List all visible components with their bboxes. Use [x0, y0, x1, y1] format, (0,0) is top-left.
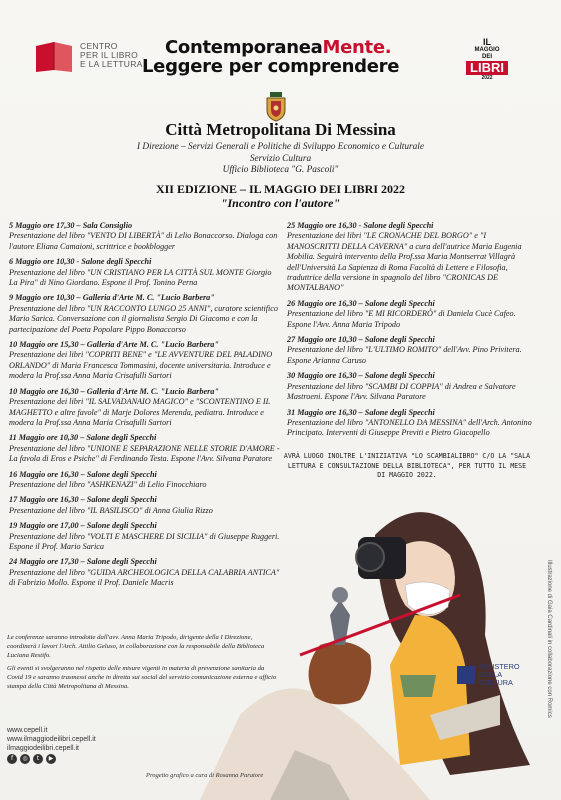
institution-city: Città Metropolitana Di Messina	[165, 120, 396, 139]
ministero-line: CULTURA	[479, 678, 513, 687]
event-when: 17 Maggio ore 16,30 – Salone degli Specchi	[9, 495, 157, 505]
event-desc: Presentazione del libro "UN RACCONTO LUNGO 25 ANNI", curatore scientifico Mario Sarica. Conversazione con il giornalista Sergio Di Giacomo e con la partecipazione del Poeta Popolare Pippo Bonaccorso	[9, 303, 279, 334]
campaign-title-part2: Mente.	[322, 37, 392, 58]
event-desc: Presentazione del libro "VENTO DI LIBERTÀ" di Lelio Bonaccorso. Dialoga con l'autore Eliana Camaioni, scrittrice e bookblogger	[9, 231, 278, 251]
event-desc: Presentazione del libro "SCAMBI DI COPPIA" di Andrea e Salvatore Mastroeni. Espone l'Avv. Silvana Paratore	[287, 381, 516, 402]
event-when: 19 Maggio ore 17,00 – Salone degli Specchi	[9, 521, 157, 531]
mdl-line: MAGGIO	[474, 47, 500, 53]
ministero-text	[479, 663, 520, 687]
event-desc: Presentazione del libro "E MI RICORDERÒ" di Daniela Cucè Cafeo. Espone l'Avv. Anna Maria Tripodo	[287, 309, 516, 329]
mdl-line: IL	[483, 37, 491, 47]
organizers-footnote	[7, 634, 281, 695]
social-icons	[7, 754, 56, 764]
event-desc: Presentazione del libro "L'ULTIMO ROMITO" dell'Avv. Pino Privitera. Espone Arianna Caruso	[287, 345, 522, 365]
event-when: 9 Maggio ore 10,30 – Galleria d'Arte M. C. "Lucio Barbera"	[9, 293, 215, 303]
footnote-paragraph: Le conferenze saranno introdotte dall'avv. Anna Maria Tripodo, dirigente della I Direzione, coordinerà i lavori l'Arch. Attilio Geluso, in collaborazione con la responsabile della Biblioteca Luciana Restifo.	[7, 634, 265, 659]
cepell-line: E LA LETTURA	[80, 59, 143, 69]
graphic-design-credit: Progetto grafico a cura di Rosanna Paratore	[146, 772, 264, 779]
event-item	[287, 299, 539, 330]
messina-crest-icon	[263, 90, 289, 122]
website-link[interactable]: www.cepell.it	[7, 727, 48, 734]
instagram-icon[interactable]: ◎	[20, 754, 30, 764]
cepell-line: CENTRO	[80, 41, 118, 51]
event-desc: Presentazione dei libri "LE CRONACHE DEL BORGO" e "I MANOSCRITTI DELLA CAVERNA" a cura dell'autrice Maria Eugenia Mobilia. Seguirà intervento della Prof.ssa Maria Montserrat Villagrà dell'Università La Sapienza di Roma Facoltà di Lettere e Filosofia, traduttrice della versione in spagnolo del libro "CRONICAS DE MONTALBANO"	[287, 231, 522, 293]
ministero-line: DELLA	[479, 670, 503, 679]
maggio-dei-libri-logo	[462, 37, 512, 81]
event-item	[287, 371, 539, 402]
event-item	[287, 221, 539, 294]
illustration-credit: Illustrazione di Gaia Cardinali in collaborazione con Romics	[546, 560, 552, 718]
event-item	[9, 433, 281, 464]
ministero-cultura-logo	[457, 663, 520, 687]
event-when: 5 Maggio ore 17,30 – Sala Consiglio	[9, 221, 133, 230]
event-when: 25 Maggio ore 16,30 - Salone degli Specchi	[287, 221, 434, 230]
website-link[interactable]: www.ilmaggiodeilibri.cepell.it	[7, 736, 96, 744]
event-when: 10 Maggio ore 16,30 – Galleria d'Arte M. C. "Lucio Barbera"	[9, 386, 219, 396]
twitter-icon[interactable]: t	[33, 754, 43, 764]
dept-line: Servizio Cultura	[249, 153, 312, 164]
event-desc: Presentazione del libro "ANTONELLO DA MESSINA" dell'Arch. Antonino Principato. Interventi di Giuseppe Previti e Pietro Giacopello	[287, 417, 532, 438]
event-item	[287, 335, 539, 366]
edition-subtitle: "Incontro con l'autore"	[220, 196, 341, 210]
dept-line: I Direzione – Servizi Generali e Politiche di Sviluppo Economico e Culturale	[136, 142, 425, 152]
event-item	[9, 257, 281, 288]
ministero-emblem-icon	[457, 666, 475, 684]
event-item	[9, 387, 281, 429]
event-item	[9, 293, 281, 335]
dept-line: Ufficio Biblioteca "G. Pascoli"	[222, 165, 339, 175]
event-desc: Presentazione del libro "ASHKENAZI" di Lelio Finocchiaro	[9, 479, 207, 489]
mdl-line: DEI	[481, 54, 492, 60]
event-desc: Presentazione del libro "IL BASILISCO" di Anna Giulia Rizzo	[9, 505, 213, 515]
event-desc: Presentazione del libro "GUIDA ARCHEOLOGICA DELLA CALABRIA ANTICA" di Fabrizio Mollo. Espone il Prof. Daniele Macris	[9, 567, 280, 588]
footnote-paragraph: Gli eventi si svolgeranno nel rispetto delle misure vigenti in materia di prevenzione sanitaria da Covid 19 e saranno trasmessi anche in diretta sui social del servizio comunicazione esterna e ufficio stampa della Città Metropolitana di Messina.	[7, 664, 277, 690]
event-when: 30 Maggio ore 16,30 – Salone degli Specchi	[287, 371, 435, 381]
reader-illustration	[200, 465, 540, 800]
cepell-line: PER IL LIBRO	[80, 50, 139, 60]
event-when: 24 Maggio ore 17,30 – Salone degli Specchi	[9, 557, 157, 567]
event-when: 26 Maggio ore 16,30 – Salone degli Specchi	[287, 298, 435, 308]
event-when: 11 Maggio ore 10,30 – Salone degli Specchi	[9, 433, 157, 443]
youtube-icon[interactable]: ▶	[46, 754, 56, 764]
event-when: 27 Maggio ore 10,30 – Salone degli Specchi	[287, 335, 435, 345]
campaign-title	[165, 37, 391, 58]
event-item	[9, 221, 281, 252]
cepell-logo	[32, 40, 76, 74]
events-right-column	[287, 221, 539, 444]
scambialibro-notice: AVRÀ LUOGO INOLTRE L'INIZIATIVA "LO SCAMBIALIBRO" C/O LA "SALA LETTURA E CONSULTAZIONE DELLA BIBLIOTECA", PER TUTTO IL MESE DI MAGGIO 2022.	[283, 452, 531, 480]
event-desc: Presentazione del libro "UN CRISTIANO PER LA CITTÀ SUL MONTE Giorgio La Pira" di Nino Giordano. Espone il Prof. Tonino Perna	[9, 267, 272, 288]
campaign-subtitle: Leggere per comprendere	[142, 56, 400, 77]
mdl-line: LIBRI	[466, 61, 508, 75]
event-item	[287, 408, 539, 439]
event-desc: Presentazione dei libri "IL SALVADANAIO MAGICO" e "SCONTENTINO E IL MAGHETTO e altre favole" di Marje Dolores Merenda, pediatra. Introduce e modera la Prof.ssa Anna Maria Crisafulli Sartori	[9, 397, 271, 427]
cepell-name	[80, 42, 143, 69]
event-when: 6 Maggio ore 10,30 - Salone degli Specchi	[9, 257, 152, 267]
event-when: 16 Maggio ore 16,30 – Salone degli Specchi	[9, 469, 157, 479]
ministero-line: MINISTERO	[479, 662, 520, 671]
campaign-title-part1: Contemporanea	[165, 37, 323, 58]
edition-heading: XII EDIZIONE – IL MAGGIO DEI LIBRI 2022	[155, 182, 406, 196]
facebook-icon[interactable]: f	[7, 754, 17, 764]
website-links	[7, 726, 96, 754]
institution-department	[0, 142, 561, 177]
event-item	[9, 340, 281, 382]
event-when: 31 Maggio ore 16,30 – Salone degli Specchi	[287, 407, 435, 417]
mdl-line: 2022	[481, 75, 493, 81]
event-desc: Presentazione dei libri "COPRITI BENE" e "LE AVVENTURE DEL PALADINO ORLANDO" di Maria Francesca Tommasini, docente universitaria. Introduce e modera la Prof.ssa Anna Maria Crisafulli Sartori	[9, 350, 273, 381]
event-desc: Presentazione del libro "UNIONE E SEPARAZIONE NELLE STORIE D'AMORE - La favola di Eros e Psiche" di Ferdinando Testa. Espone l'Avv. Silvana Paratore	[9, 443, 280, 464]
event-when: 10 Maggio ore 15,30 – Galleria d'Arte M. C. "Lucio Barbera"	[9, 340, 219, 350]
website-link[interactable]: ilmaggiodeilibri.cepell.it	[7, 745, 79, 753]
event-desc: Presentazione del libro "VOLTI E MASCHERE DI SICILIA" di Giuseppe Ruggeri. Espone il Prof. Mario Sarica	[9, 531, 280, 551]
